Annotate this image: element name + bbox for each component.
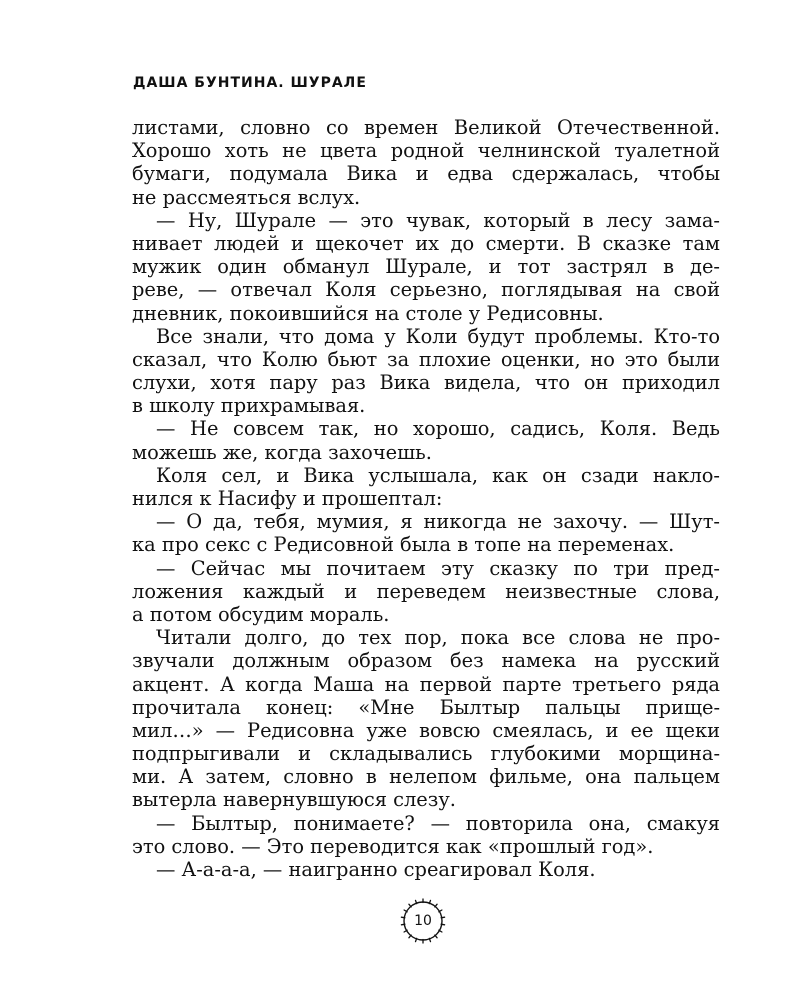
text-line: — Сейчас мы почитаем эту сказку по три пред- [156, 556, 720, 580]
text-line: Все знали, что дома у Коли будут проблемы. Кто-то [156, 324, 720, 348]
text-line: прочитала конец: «Мне Былтыр пальцы прище- [132, 695, 720, 719]
text-line: — Ну, Шурале — это чувак, который в лесу зама- [156, 208, 720, 232]
text-line: реве, — отвечал Коля серьезно, поглядывая на свой [132, 278, 720, 302]
text-line: вытерла навернувшуюся слезу. [132, 788, 456, 812]
text-line: акцент. А когда Маша на первой парте третьего ряда [132, 672, 720, 696]
text-line: мил…» — Редисовна уже вовсю смеялась, и ее щеки [132, 718, 720, 742]
text-line: звучали должным образом без намека на русский [132, 649, 720, 673]
text-line: нился к Насифу и прошептал: [132, 487, 443, 510]
text-line: это слово. — Это переводится как «прошлый год». [132, 834, 654, 858]
text-line: Хорошо хоть не цвета родной челнинской туалетной [132, 139, 720, 163]
text-line: сказал, что Колю бьют за плохие оценки, но это были [132, 347, 720, 371]
text-line: Читали долго, до тех пор, пока все слова не про- [156, 626, 720, 650]
text-line: а потом обсудим мораль. [132, 602, 390, 626]
text-line: ми. А затем, словно в нелепом фильме, она пальцем [132, 765, 720, 789]
text-line: слухи, хотя пару раз Вика видела, что он приходил [132, 371, 720, 395]
text-line: листами, словно со времен Великой Отечественной. [132, 116, 720, 139]
text-line: — Не совсем так, но хорошо, садись, Коля. Ведь [156, 417, 720, 441]
text-line: — Былтыр, понимаете? — повторила она, смакуя [156, 811, 720, 835]
text-line: в школу прихрамывая. [132, 394, 366, 418]
page-number: 10 [414, 913, 432, 929]
text-line: — О да, тебя, мумия, я никогда не захочу. — Шут- [156, 510, 720, 534]
page-number-badge [397, 895, 449, 947]
text-line: бумаги, подумала Вика и едва сдержалась, чтобы [132, 162, 720, 186]
text-line: ка про секс с Редисовной была в топе на переменах. [132, 533, 675, 557]
text-line: нивает людей и щекочет их до смерти. В сказке там [132, 231, 720, 255]
text-line: — А-а-а-а, — наигранно среагировал Коля. [156, 858, 596, 881]
running-head: ДАША БУНТИНА. ШУРАЛЕ [133, 75, 367, 91]
text-line: мужик один обманул Шурале, и тот застрял в де- [132, 255, 720, 279]
text-line: не рассмеяться вслух. [132, 185, 361, 209]
text-line: ложения каждый и переведем неизвестные слова, [132, 579, 720, 603]
text-line: Коля сел, и Вика услышала, как он сзади накло- [156, 463, 720, 487]
text-line: подпрыгивали и складывались глубокими морщина- [132, 742, 720, 766]
text-line: дневник, покоившийся на столе у Редисовны. [132, 301, 604, 325]
text-line: можешь же, когда захочешь. [132, 440, 432, 464]
body-text [132, 116, 720, 881]
